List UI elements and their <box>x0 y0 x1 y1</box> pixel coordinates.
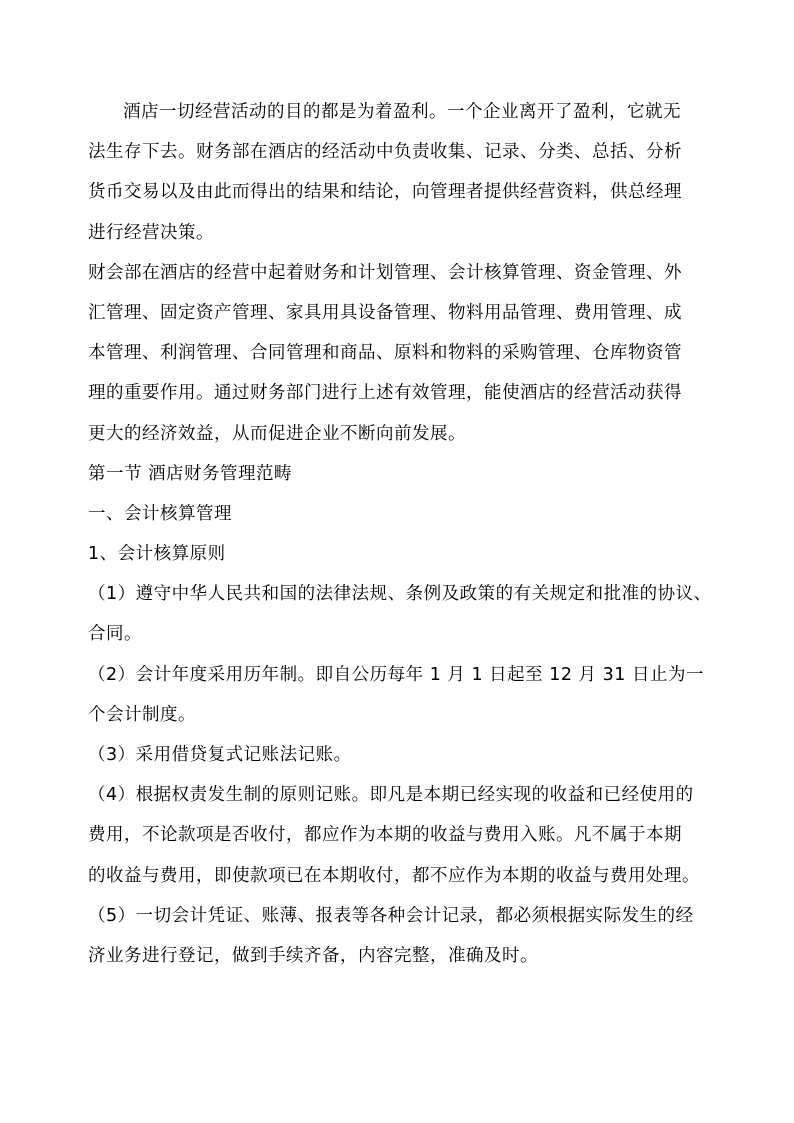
paragraph-1-line-1: 酒店一切经营活动的目的都是为着盈利。一个企业离开了盈利，它就无 <box>123 102 681 122</box>
list-item-2-line-1: （2）会计年度采用历年制。即自公历每年 1 月 1 日起至 12 月 31 日止为一 <box>88 664 704 685</box>
list-item-4-line-3: 的收益与费用，即使款项已在本期收付，都不应作为本期的收益与费用处理。 <box>88 865 700 886</box>
list-item-1-line-2: 合同。 <box>88 624 142 645</box>
subsection-heading: 一、会计核算管理 <box>88 503 232 524</box>
item-heading: 1、会计核算原则 <box>88 544 226 565</box>
paragraph-1-line-4: 进行经营决策。 <box>88 222 214 243</box>
paragraph-1-line-3: 货币交易以及由此而得出的结果和结论，向管理者提供经营资料，供总经理 <box>88 182 682 203</box>
paragraph-2-line-4: 理的重要作用。通过财务部门进行上述有效管理，能使酒店的经营活动获得 <box>88 383 682 404</box>
paragraph-2-line-2: 汇管理、固定资产管理、家具用具设备管理、物料用品管理、费用管理、成 <box>88 302 682 323</box>
list-item-4-line-1: （4）根据权责发生制的原则记账。即凡是本期已经实现的收益和已经使用的 <box>88 785 694 806</box>
section-heading: 第一节 酒店财务管理范畴 <box>88 463 293 484</box>
paragraph-2-line-5: 更大的经济效益，从而促进企业不断向前发展。 <box>88 423 466 444</box>
paragraph-1-line-2: 法生存下去。财务部在酒店的经活动中负责收集、记录、分类、总括、分析 <box>88 142 682 163</box>
list-item-5-line-2: 济业务进行登记，做到手续齐备，内容完整，准确及时。 <box>88 945 538 966</box>
list-item-2-line-2: 个会计制度。 <box>88 704 196 725</box>
document-body <box>88 92 712 976</box>
paragraph-2-line-3: 本管理、利润管理、合同管理和商品、原料和物料的采购管理、仓库物资管 <box>88 343 682 364</box>
paragraph-2-line-1: 财会部在酒店的经营中起着财务和计划管理、会计核算管理、资金管理、外 <box>88 262 682 283</box>
list-item-5-line-1: （5）一切会计凭证、账薄、报表等各种会计记录，都必须根据实际发生的经 <box>88 905 694 926</box>
list-item-1-line-1: （1）遵守中华人民共和国的法律法规、条例及政策的有关规定和批准的协议、 <box>88 584 712 605</box>
list-item-3-line-1: （3）采用借贷复式记账法记账。 <box>88 745 352 765</box>
list-item-4-line-2: 费用，不论款项是否收付，都应作为本期的收益与费用入账。凡不属于本期 <box>88 825 682 846</box>
